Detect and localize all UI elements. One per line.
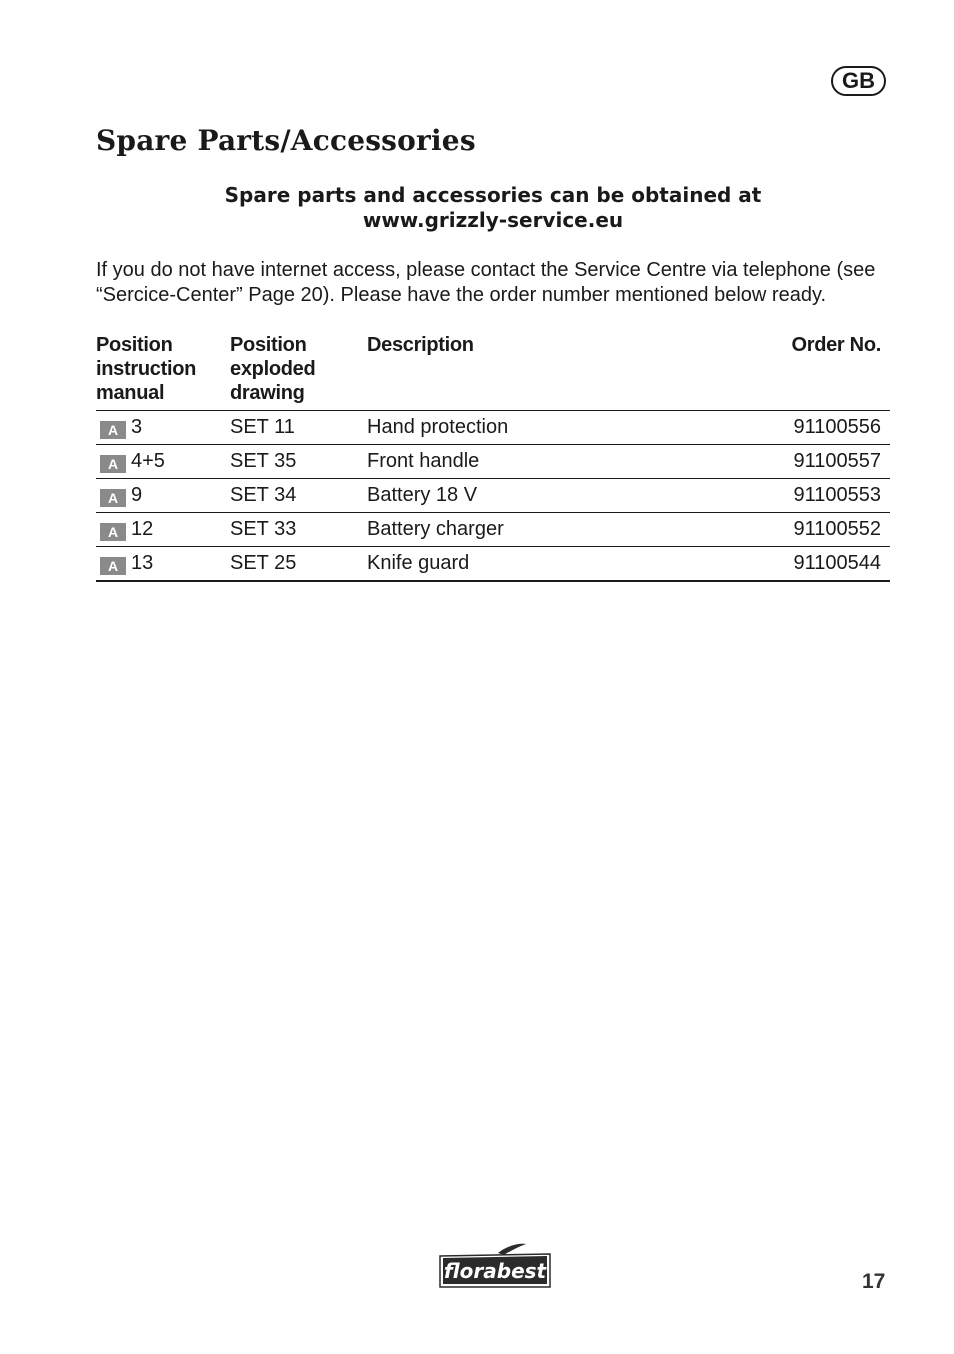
page-title: Spare Parts/Accessories [96,124,476,157]
description-cell: Hand protection [367,411,667,445]
table-row [96,411,890,445]
description-cell: Battery charger [367,513,667,547]
position-cell: A 4+5 [96,445,230,479]
intro-bold-line-2: www.grizzly-service.eu [362,208,624,232]
language-badge: GB [831,66,886,96]
description-cell: Knife guard [367,547,667,582]
header-description: Description [367,333,667,411]
figure-badge: A [100,557,126,575]
header-position-manual: Position instruction manual [96,333,230,411]
set-cell: SET 25 [230,547,367,582]
set-cell: SET 11 [230,411,367,445]
position-cell: A 3 [96,411,230,445]
table-row [96,513,890,547]
set-cell: SET 35 [230,445,367,479]
order-number-cell: 91100552 [667,513,890,547]
leaf-icon [498,1244,526,1255]
header-order-no: Order No. [667,333,890,411]
table-row [96,445,890,479]
table-row [96,547,890,582]
florabest-logo [438,1243,552,1289]
header-position-drawing: Position exploded drawing [230,333,367,411]
page-number: 17 [862,1270,886,1293]
figure-badge: A [100,455,126,473]
intro-bold-line-1: Spare parts and accessories can be obtained at [224,183,762,207]
figure-badge: A [100,489,126,507]
position-cell: A 12 [96,513,230,547]
description-cell: Front handle [367,445,667,479]
logo-wordmark: florabest [443,1259,547,1283]
spare-parts-table [96,333,890,582]
table-row [96,479,890,513]
description-cell: Battery 18 V [367,479,667,513]
order-number-cell: 91100553 [667,479,890,513]
table-header-row [96,333,890,411]
order-number-cell: 91100544 [667,547,890,582]
order-number-cell: 91100557 [667,445,890,479]
figure-badge: A [100,523,126,541]
position-cell: A 13 [96,547,230,582]
intro-paragraph: If you do not have internet access, please contact the Service Centre via telephone (see “Sercice-Center” Page 20). Please have the order number mentioned below ready. [96,259,876,306]
position-cell: A 9 [96,479,230,513]
figure-badge: A [100,421,126,439]
set-cell: SET 33 [230,513,367,547]
order-number-cell: 91100556 [667,411,890,445]
set-cell: SET 34 [230,479,367,513]
